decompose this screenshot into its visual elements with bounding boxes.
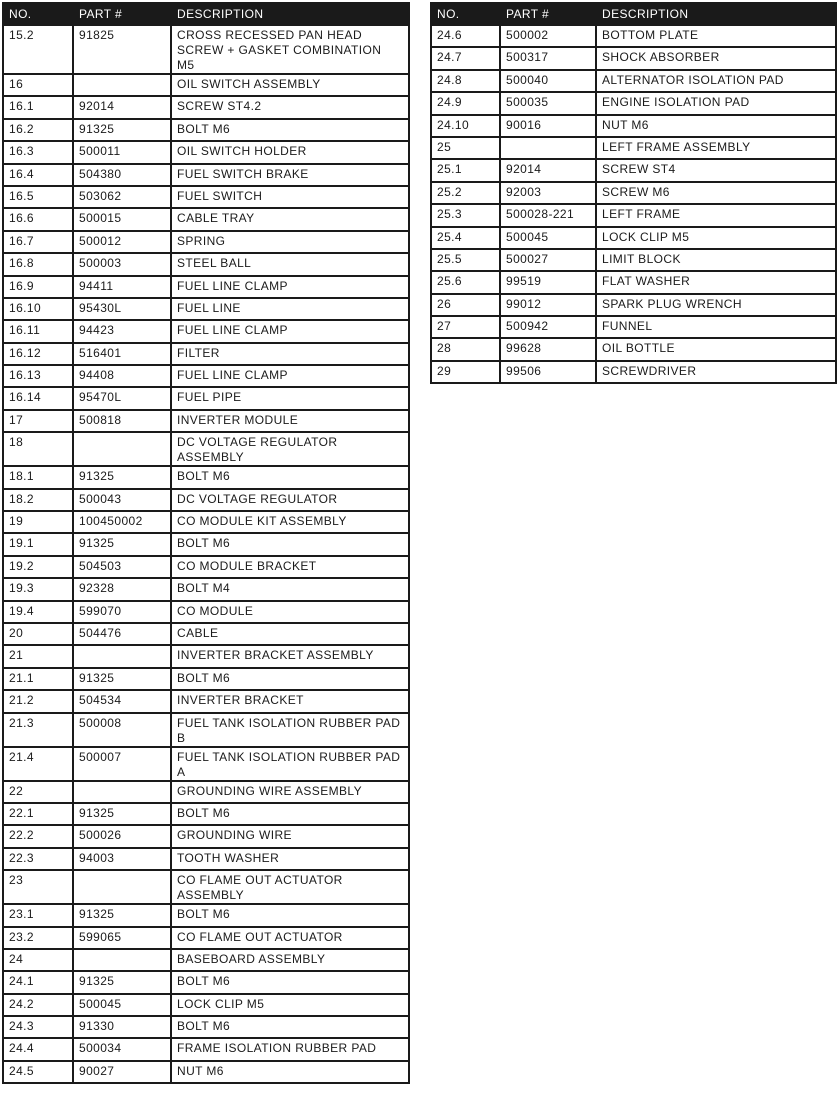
cell-part-number: 500045 (73, 994, 171, 1016)
cell-no: 21.4 (3, 747, 73, 781)
table-row (3, 645, 409, 667)
cell-no: 24 (3, 949, 73, 971)
cell-part-number: 500818 (73, 410, 171, 432)
cell-part-number: 500015 (73, 208, 171, 230)
cell-part-number: 599070 (73, 601, 171, 623)
cell-description: BOLT M6 (171, 533, 409, 555)
cell-part-number: 503062 (73, 186, 171, 208)
cell-description: FUEL PIPE (171, 387, 409, 409)
cell-no: 16.10 (3, 298, 73, 320)
cell-no: 22.2 (3, 825, 73, 847)
table-row (3, 927, 409, 949)
cell-no: 18.2 (3, 489, 73, 511)
cell-part-number: 500043 (73, 489, 171, 511)
cell-description: SHOCK ABSORBER (596, 47, 836, 69)
cell-part-number: 500012 (73, 231, 171, 253)
cell-description: SPARK PLUG WRENCH (596, 294, 836, 316)
cell-no: 25 (431, 137, 500, 159)
table-row (431, 182, 836, 204)
cell-no: 27 (431, 316, 500, 338)
parts-table-left-body (3, 25, 409, 1083)
cell-description: DC VOLTAGE REGULATOR ASSEMBLY (171, 432, 409, 466)
cell-no: 22.1 (3, 803, 73, 825)
cell-part-number: 99519 (500, 271, 596, 293)
table-row (3, 25, 409, 74)
table-row (3, 781, 409, 803)
cell-part-number: 500002 (500, 25, 596, 47)
cell-no: 16.4 (3, 164, 73, 186)
cell-no: 24.2 (3, 994, 73, 1016)
table-row (3, 825, 409, 847)
cell-description: FUEL TANK ISOLATION RUBBER PAD B (171, 713, 409, 747)
table-header-row (431, 3, 836, 25)
table-row (3, 803, 409, 825)
cell-no: 23.1 (3, 904, 73, 926)
cell-no: 24.8 (431, 70, 500, 92)
cell-no: 16.5 (3, 186, 73, 208)
cell-description: SCREWDRIVER (596, 361, 836, 383)
cell-description: OIL SWITCH HOLDER (171, 141, 409, 163)
cell-part-number (73, 949, 171, 971)
parts-table-right-body (431, 25, 836, 383)
cell-part-number: 92003 (500, 182, 596, 204)
cell-no: 25.5 (431, 249, 500, 271)
cell-part-number: 95470L (73, 387, 171, 409)
cell-part-number: 500008 (73, 713, 171, 747)
cell-description: BOTTOM PLATE (596, 25, 836, 47)
table-row (3, 410, 409, 432)
cell-no: 21.2 (3, 690, 73, 712)
cell-no: 19.1 (3, 533, 73, 555)
cell-description: BOLT M6 (171, 803, 409, 825)
cell-part-number: 99628 (500, 338, 596, 360)
cell-no: 19 (3, 511, 73, 533)
cell-no: 22 (3, 781, 73, 803)
header-description: DESCRIPTION (171, 3, 409, 25)
cell-part-number (500, 137, 596, 159)
table-row (431, 249, 836, 271)
cell-description: ALTERNATOR ISOLATION PAD (596, 70, 836, 92)
cell-part-number (73, 432, 171, 466)
cell-description: CROSS RECESSED PAN HEAD SCREW + GASKET COMBINATION M5 (171, 25, 409, 74)
table-row (431, 271, 836, 293)
cell-description: NUT M6 (171, 1061, 409, 1083)
cell-part-number: 91325 (73, 904, 171, 926)
table-row (3, 578, 409, 600)
table-row (3, 253, 409, 275)
cell-description: CO MODULE (171, 601, 409, 623)
cell-description: INVERTER BRACKET (171, 690, 409, 712)
cell-description: INVERTER BRACKET ASSEMBLY (171, 645, 409, 667)
cell-no: 20 (3, 623, 73, 645)
table-row (431, 115, 836, 137)
table-row (3, 320, 409, 342)
cell-description: BASEBOARD ASSEMBLY (171, 949, 409, 971)
parts-table-left (2, 2, 410, 1084)
cell-description: LOCK CLIP M5 (596, 227, 836, 249)
cell-no: 18 (3, 432, 73, 466)
cell-description: GROUNDING WIRE (171, 825, 409, 847)
cell-part-number (73, 645, 171, 667)
cell-part-number: 91825 (73, 25, 171, 74)
header-part-number: PART # (500, 3, 596, 25)
cell-no: 16.1 (3, 96, 73, 118)
cell-description: GROUNDING WIRE ASSEMBLY (171, 781, 409, 803)
cell-description: NUT M6 (596, 115, 836, 137)
cell-no: 16.8 (3, 253, 73, 275)
table-row (3, 747, 409, 781)
cell-no: 21.1 (3, 668, 73, 690)
cell-description: BOLT M4 (171, 578, 409, 600)
cell-no: 16.11 (3, 320, 73, 342)
cell-no: 15.2 (3, 25, 73, 74)
cell-part-number: 500003 (73, 253, 171, 275)
cell-description: SPRING (171, 231, 409, 253)
cell-part-number: 500011 (73, 141, 171, 163)
header-no: NO. (3, 3, 73, 25)
cell-no: 25.4 (431, 227, 500, 249)
cell-no: 16.12 (3, 343, 73, 365)
cell-part-number: 90027 (73, 1061, 171, 1083)
table-row (3, 96, 409, 118)
cell-description: LEFT FRAME (596, 204, 836, 226)
cell-part-number (73, 74, 171, 96)
table-row (3, 1016, 409, 1038)
table-row (3, 949, 409, 971)
cell-description: TOOTH WASHER (171, 848, 409, 870)
table-row (431, 137, 836, 159)
header-part-number: PART # (73, 3, 171, 25)
cell-part-number: 500026 (73, 825, 171, 847)
cell-no: 25.6 (431, 271, 500, 293)
table-row (431, 92, 836, 114)
cell-no: 23.2 (3, 927, 73, 949)
cell-description: FUEL LINE CLAMP (171, 320, 409, 342)
cell-no: 16.13 (3, 365, 73, 387)
cell-part-number: 500034 (73, 1038, 171, 1060)
table-row (3, 466, 409, 488)
cell-description: LIMIT BLOCK (596, 249, 836, 271)
cell-part-number: 91325 (73, 119, 171, 141)
cell-part-number: 500027 (500, 249, 596, 271)
cell-description: SCREW ST4.2 (171, 96, 409, 118)
cell-description: CO MODULE BRACKET (171, 556, 409, 578)
cell-part-number: 500028-221 (500, 204, 596, 226)
table-row (3, 276, 409, 298)
cell-part-number: 500942 (500, 316, 596, 338)
table-row (3, 623, 409, 645)
cell-no: 21 (3, 645, 73, 667)
table-row (3, 994, 409, 1016)
cell-no: 24.5 (3, 1061, 73, 1083)
cell-description: CO FLAME OUT ACTUATOR ASSEMBLY (171, 870, 409, 904)
cell-description: CABLE (171, 623, 409, 645)
cell-description: FUEL TANK ISOLATION RUBBER PAD A (171, 747, 409, 781)
table-row (3, 387, 409, 409)
table-row (431, 338, 836, 360)
cell-no: 25.3 (431, 204, 500, 226)
cell-no: 24.3 (3, 1016, 73, 1038)
cell-description: FILTER (171, 343, 409, 365)
cell-part-number: 94408 (73, 365, 171, 387)
cell-no: 19.2 (3, 556, 73, 578)
cell-no: 17 (3, 410, 73, 432)
table-row (431, 25, 836, 47)
cell-part-number: 504503 (73, 556, 171, 578)
cell-no: 24.10 (431, 115, 500, 137)
table-row (3, 489, 409, 511)
cell-description: OIL BOTTLE (596, 338, 836, 360)
table-row (3, 848, 409, 870)
cell-part-number: 92014 (500, 159, 596, 181)
cell-part-number: 516401 (73, 343, 171, 365)
table-row (3, 343, 409, 365)
table-row (3, 164, 409, 186)
cell-description: SCREW M6 (596, 182, 836, 204)
cell-no: 24.7 (431, 47, 500, 69)
cell-part-number: 504534 (73, 690, 171, 712)
cell-no: 24.9 (431, 92, 500, 114)
cell-description: FUEL LINE (171, 298, 409, 320)
table-row (3, 208, 409, 230)
cell-description: SCREW ST4 (596, 159, 836, 181)
cell-part-number: 92328 (73, 578, 171, 600)
table-row (3, 971, 409, 993)
cell-part-number: 94423 (73, 320, 171, 342)
table-row (3, 601, 409, 623)
cell-no: 16 (3, 74, 73, 96)
cell-part-number: 500035 (500, 92, 596, 114)
cell-description: FUEL LINE CLAMP (171, 276, 409, 298)
cell-no: 16.14 (3, 387, 73, 409)
cell-description: FUEL SWITCH (171, 186, 409, 208)
cell-no: 26 (431, 294, 500, 316)
table-row (3, 231, 409, 253)
cell-description: CO FLAME OUT ACTUATOR (171, 927, 409, 949)
cell-part-number: 500040 (500, 70, 596, 92)
cell-description: FRAME ISOLATION RUBBER PAD (171, 1038, 409, 1060)
cell-no: 19.3 (3, 578, 73, 600)
cell-part-number: 91325 (73, 466, 171, 488)
cell-part-number: 99506 (500, 361, 596, 383)
cell-no: 24.1 (3, 971, 73, 993)
table-header-row (3, 3, 409, 25)
cell-no: 16.3 (3, 141, 73, 163)
cell-no: 25.2 (431, 182, 500, 204)
table-row (3, 533, 409, 555)
cell-part-number: 92014 (73, 96, 171, 118)
cell-no: 16.7 (3, 231, 73, 253)
cell-no: 22.3 (3, 848, 73, 870)
table-row (3, 432, 409, 466)
table-row (431, 316, 836, 338)
table-row (431, 159, 836, 181)
cell-description: FUNNEL (596, 316, 836, 338)
table-row (3, 119, 409, 141)
table-row (3, 870, 409, 904)
cell-no: 18.1 (3, 466, 73, 488)
cell-part-number: 91325 (73, 803, 171, 825)
cell-no: 25.1 (431, 159, 500, 181)
cell-no: 28 (431, 338, 500, 360)
cell-part-number: 95430L (73, 298, 171, 320)
cell-no: 23 (3, 870, 73, 904)
cell-part-number: 504476 (73, 623, 171, 645)
table-row (3, 365, 409, 387)
table-row (431, 204, 836, 226)
table-row (3, 556, 409, 578)
table-row (431, 361, 836, 383)
cell-no: 29 (431, 361, 500, 383)
cell-part-number: 91330 (73, 1016, 171, 1038)
cell-description: BOLT M6 (171, 1016, 409, 1038)
table-row (431, 227, 836, 249)
cell-description: DC VOLTAGE REGULATOR (171, 489, 409, 511)
table-row (3, 186, 409, 208)
table-row (3, 298, 409, 320)
cell-description: OIL SWITCH ASSEMBLY (171, 74, 409, 96)
cell-no: 19.4 (3, 601, 73, 623)
cell-description: BOLT M6 (171, 904, 409, 926)
table-row (431, 47, 836, 69)
cell-part-number: 500007 (73, 747, 171, 781)
cell-description: BOLT M6 (171, 466, 409, 488)
cell-part-number: 91325 (73, 971, 171, 993)
cell-description: FUEL LINE CLAMP (171, 365, 409, 387)
table-row (3, 141, 409, 163)
cell-part-number: 90016 (500, 115, 596, 137)
parts-table-right (430, 2, 837, 384)
cell-description: LOCK CLIP M5 (171, 994, 409, 1016)
cell-part-number: 599065 (73, 927, 171, 949)
cell-description: FLAT WASHER (596, 271, 836, 293)
cell-part-number: 91325 (73, 668, 171, 690)
cell-description: CABLE TRAY (171, 208, 409, 230)
cell-description: LEFT FRAME ASSEMBLY (596, 137, 836, 159)
cell-no: 16.6 (3, 208, 73, 230)
cell-description: STEEL BALL (171, 253, 409, 275)
cell-part-number (73, 870, 171, 904)
table-row (3, 74, 409, 96)
cell-part-number: 94411 (73, 276, 171, 298)
header-description: DESCRIPTION (596, 3, 836, 25)
cell-part-number: 500317 (500, 47, 596, 69)
cell-description: BOLT M6 (171, 668, 409, 690)
table-row (3, 668, 409, 690)
cell-description: ENGINE ISOLATION PAD (596, 92, 836, 114)
cell-no: 21.3 (3, 713, 73, 747)
cell-no: 16.2 (3, 119, 73, 141)
cell-no: 16.9 (3, 276, 73, 298)
table-row (431, 70, 836, 92)
cell-description: BOLT M6 (171, 971, 409, 993)
cell-no: 24.6 (431, 25, 500, 47)
cell-description: CO MODULE KIT ASSEMBLY (171, 511, 409, 533)
cell-description: BOLT M6 (171, 119, 409, 141)
table-row (3, 690, 409, 712)
cell-part-number: 500045 (500, 227, 596, 249)
table-row (3, 1061, 409, 1083)
cell-part-number: 94003 (73, 848, 171, 870)
cell-description: INVERTER MODULE (171, 410, 409, 432)
header-no: NO. (431, 3, 500, 25)
table-row (3, 713, 409, 747)
cell-part-number: 91325 (73, 533, 171, 555)
cell-part-number: 504380 (73, 164, 171, 186)
table-row (3, 904, 409, 926)
cell-part-number: 100450002 (73, 511, 171, 533)
cell-description: FUEL SWITCH BRAKE (171, 164, 409, 186)
table-row (3, 511, 409, 533)
table-row (3, 1038, 409, 1060)
table-row (431, 294, 836, 316)
cell-no: 24.4 (3, 1038, 73, 1060)
cell-part-number (73, 781, 171, 803)
cell-part-number: 99012 (500, 294, 596, 316)
